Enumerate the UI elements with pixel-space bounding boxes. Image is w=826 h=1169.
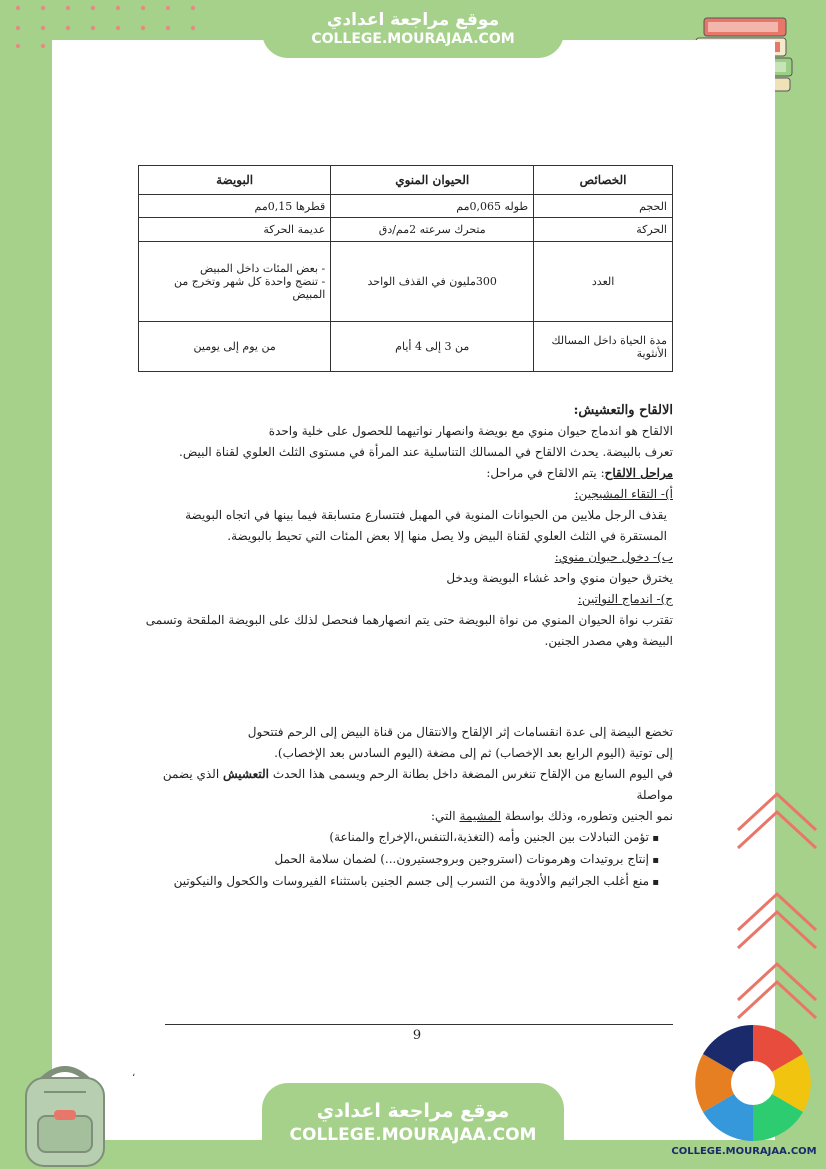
text-run: نمو الجنين وتطوره، وذلك بواسطة	[501, 809, 673, 823]
table-cell: من يوم إلى يومين	[139, 322, 331, 372]
stage-label: ج)- اندماج النواتين:	[577, 592, 673, 606]
footer-divider	[165, 1024, 673, 1025]
paragraph: تخضع البيضة إلى عدة انقسامات إثر الإلقاح والانتقال من قناة البيض إلى الرحم فتتحول	[247, 725, 673, 739]
stages-line	[138, 463, 673, 484]
table-cell: طوله 0,065مم	[331, 195, 534, 218]
table-cell: الحركة	[534, 218, 673, 242]
table-cell: متحرك سرعته 2مم/دق	[331, 218, 534, 242]
paragraph: الالقاح هو اندماج حيوان منوي مع بويضة وانصهار نواتيهما للحصول على خلية واحدة	[268, 424, 673, 438]
table-cell-line: - تنضج واحدة كل شهر وتخرج من المبيض	[174, 275, 326, 301]
list-item: ▪ منع أغلب الجراثيم والأدوية من التسرب إلى جسم الجنين باستثناء الفيروسات والكحول والنيكوتين	[138, 871, 659, 893]
site-banner-top	[262, 0, 564, 58]
table-cell	[139, 242, 331, 322]
paragraph: تقترب نواة الحيوان المنوي من نواة البويضة حتى يتم انصهارهما فنحصل لذلك على البويضة الملقحة وتسمى البيضة وهي مصدر الجنين.	[145, 613, 673, 648]
stage-label: ب)- دخول حيوان منوي:	[554, 550, 673, 564]
list-item: ▪ تؤمن التبادلات بين الجنين وأمه (التغذية،التنفس،الإخراج والمناعة)	[138, 827, 659, 849]
paragraph: تعرف بالبيضة. يحدث الالقاح في المسالك التناسلية عند المرأة في مستوى الثلث العلوي لقناة البيض.	[179, 445, 673, 459]
text-run-bold: التعشيش	[222, 767, 270, 781]
table-header-row	[139, 166, 673, 195]
table-row	[139, 218, 673, 242]
stages-label: مراحل الالقاح	[604, 466, 673, 480]
table-row	[139, 242, 673, 322]
site-name-ar: موقع مراجعة اعدادي	[316, 1100, 510, 1122]
site-domain[interactable]: COLLEGE.MOURAJAA.COM	[289, 1125, 537, 1145]
stage-label: أ)- التقاء المشيجين:	[574, 487, 673, 501]
table-cell: من 3 إلى 4 أيام	[331, 322, 534, 372]
paragraph: إلى توتية (اليوم الرابع بعد الإخصاب) ثم إلى مضغة (اليوم السادس بعد الإخصاب).	[274, 746, 673, 760]
table-cell: عديمة الحركة	[139, 218, 331, 242]
table-cell: قطرها 0,15مم	[139, 195, 331, 218]
table-cell: الحجم	[534, 195, 673, 218]
table-header: البويضة	[139, 166, 331, 195]
implantation-section	[138, 722, 673, 893]
placenta-functions-list	[138, 827, 673, 893]
site-domain[interactable]: COLLEGE.MOURAJAA.COM	[311, 31, 515, 47]
table-cell: العدد	[534, 242, 673, 322]
site-logo-icon[interactable]	[692, 1022, 814, 1144]
text-run: التي:	[430, 809, 460, 823]
page-number: 9	[412, 1028, 422, 1043]
paragraph	[138, 806, 673, 827]
list-item: ▪ إنتاج بروتيدات وهرمونات (استروجين وبروجستيرون...) لضمان سلامة الحمل	[138, 849, 659, 871]
table-cell-line: - بعض المئات داخل المبيض	[199, 262, 326, 275]
text-run: في اليوم السابع من الإلقاح تنغرس المضغة داخل بطانة الرحم ويسمى هذا الحدث	[269, 767, 673, 781]
table-row	[139, 195, 673, 218]
table-header: الخصائص	[534, 166, 673, 195]
site-banner-bottom	[262, 1083, 564, 1169]
paragraph: يقذف الرجل ملايين من الحيوانات المنوية في المهبل فتتسارع متسابقة فيما بينها في اتجاه البويضة المستقرة في الثلث العلوي لقناة البيض ولا يصل منها إلا بعض المئات التي تحيط بالبويضة.	[185, 508, 667, 543]
site-name-ar: موقع مراجعة اعدادي	[326, 10, 500, 30]
table-cell: 300مليون في القذف الواحد	[331, 242, 534, 322]
table-cell: مدة الحياة داخل المسالك الأنثوية	[534, 322, 673, 372]
paragraph	[138, 764, 673, 806]
table-header: الحيوان المنوي	[331, 166, 534, 195]
fertilization-section	[138, 400, 673, 652]
text-run: الذي يضمن مواصلة	[162, 767, 673, 802]
section-heading: الالقاح والتعشيش:	[573, 403, 673, 418]
text-run-underline: المشيمة	[459, 809, 502, 823]
site-logo-label[interactable]: COLLEGE.MOURAJAA.COM	[671, 1146, 817, 1157]
stages-rest: : يتم الالقاح في مراحل:	[486, 466, 605, 480]
paragraph: يخترق حيوان منوي واحد غشاء البويضة ويدخل	[446, 571, 673, 585]
table-row	[139, 322, 673, 372]
chevron-up-icon	[728, 790, 826, 1050]
backpack-icon	[14, 1058, 116, 1169]
gametes-comparison-table	[138, 165, 673, 372]
stray-mark: ،	[132, 1068, 136, 1079]
